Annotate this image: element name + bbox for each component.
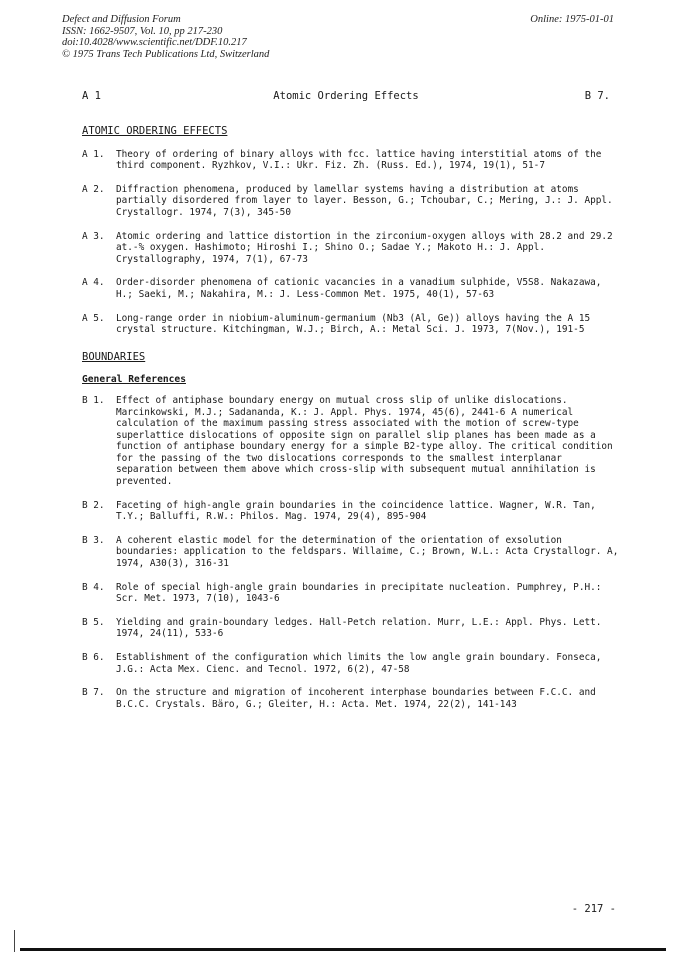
reference-text: A coherent elastic model for the determination of the orientation of exsolution boundaries: application to the feldspars. Willaime, C.; Brown, W.L.: Acta Crystallogr. A, 1974, A30(3), 316-31 <box>116 534 619 570</box>
reference-item <box>82 617 622 640</box>
reference-text: Yielding and grain-boundary ledges. Hall-Petch relation. Murr, L.E.: Appl. Phys. Lett. 1974, 24(11), 533-6 <box>116 616 602 640</box>
reference-item <box>82 687 622 710</box>
scan-margin-mark <box>14 930 15 952</box>
reference-item <box>82 277 622 300</box>
section-title-boundaries: BOUNDARIES <box>82 350 146 363</box>
reference-number: B 3. <box>82 534 105 546</box>
reference-number: B 7. <box>82 687 105 699</box>
journal-name: Defect and Diffusion Forum <box>62 14 181 25</box>
reference-item <box>82 652 622 675</box>
reference-item <box>82 149 622 172</box>
header-center: Atomic Ordering Effects <box>273 90 419 102</box>
running-header <box>82 90 610 104</box>
reference-text: Role of special high-angle grain boundaries in precipitate nucleation. Pumphrey, P.H.: Scr. Met. 1973, 7(10), 1043-6 <box>116 581 602 605</box>
reference-item <box>82 231 622 266</box>
reference-text: Diffraction phenomena, produced by lamellar systems having a distribution at atoms partially disordered from layer to layer. Besson, G.; Tchoubar, C.; Mering, J.: J. Appl. Crystallogr. 1974, 7(3), 345-50 <box>116 183 613 218</box>
reference-number: B 2. <box>82 499 105 511</box>
reference-text: Theory of ordering of binary alloys with fcc. lattice having interstitial atoms of the third component. Ryzhkov, V.I.: Ukr. Fiz. Zh. (Russ. Ed.), 1974, 19(1), 51-7 <box>116 148 602 172</box>
reference-number: B 5. <box>82 616 105 628</box>
reference-text: Atomic ordering and lattice distortion in the zirconium-oxygen alloys with 28.2 and 29.2 at.-% oxygen. Hashimoto; Hiroshi I.; Shino O.; Sadae Y.; Makoto H.: J. Appl. Crystallography, 1974, 7(1), 67-73 <box>116 230 613 265</box>
reference-item <box>82 395 622 488</box>
reference-item <box>82 582 622 605</box>
reference-number: B 4. <box>82 581 105 593</box>
reference-text: Order-disorder phenomena of cationic vacancies in a vanadium sulphide, V5S8. Nakazawa, H.; Saeki, M.; Nakahira, M.: J. Less-Common Met. 1975, 40(1), 57-63 <box>116 277 602 300</box>
publication-metadata <box>62 14 269 60</box>
reference-number: B 1. <box>82 394 105 406</box>
reference-number: A 5. <box>82 312 105 324</box>
reference-number: A 1. <box>82 148 105 160</box>
page-body <box>82 126 622 722</box>
reference-text: Establishment of the configuration which limits the low angle grain boundary. Fonseca, J.G.: Acta Mex. Cienc. and Tecnol. 1972, 6(2), 47-58 <box>116 652 602 675</box>
bottom-rule <box>20 948 666 951</box>
section-title-atomic-ordering: ATOMIC ORDERING EFFECTS <box>82 125 228 137</box>
reference-item <box>82 184 622 219</box>
header-right: B 7. <box>584 90 610 102</box>
subsection-title-general-references: General References <box>82 374 186 386</box>
reference-text: On the structure and migration of incoherent interphase boundaries between F.C.C. and B.C.C. Crystals. Bäro, G.; Gleiter, H.: Acta. Met. 1974, 22(2), 141-143 <box>116 687 596 710</box>
doi-line: doi:10.4028/www.scientific.net/DDF.10.217 <box>62 37 247 48</box>
page-number: - 217 - <box>571 903 616 915</box>
reference-text: Long-range order in niobium-aluminum-germanium (Nb3 (Al, Ge)) alloys having the A 15 crystal structure. Kitchingman, W.J.; Birch, A.: Metal Sci. J. 1973, 7(Nov.), 191-5 <box>116 312 591 336</box>
copyright-line: © 1975 Trans Tech Publications Ltd, Switzerland <box>62 48 270 60</box>
issn-line: ISSN: 1662-9507, Vol. 10, pp 217-230 <box>62 25 223 37</box>
reference-text: Faceting of high-angle grain boundaries in the coincidence lattice. Wagner, W.R. Tan, T.Y.; Balluffi, R.W.: Philos. Mag. 1974, 29(4), 895-904 <box>116 499 596 523</box>
header-left: A 1 <box>82 90 101 102</box>
reference-item <box>82 500 622 523</box>
reference-item <box>82 535 622 570</box>
reference-number: A 3. <box>82 230 105 242</box>
reference-number: B 6. <box>82 652 105 663</box>
reference-number: A 2. <box>82 183 105 195</box>
reference-number: A 4. <box>82 277 105 289</box>
online-date: Online: 1975-01-01 <box>530 14 614 25</box>
reference-text: Effect of antiphase boundary energy on mutual cross slip of unlike dislocations. Marcinkowski, M.J.; Sadananda, K.: J. Appl. Phys. 1974, 45(6), 2441-6 A numerical calculation of the maximum passing stress associated with the motion of screw-type superlattice dislocations of opposite sign on parallel slip planes has been made as a function of antiphase boundary energy for a simple B2-type alloy. The critical condition for the passing of the two dislocations corresponds to the smallest interplanar separation between them above which cross-slip with subsequent mutual annihilation is prevented. <box>116 394 613 488</box>
reference-item <box>82 313 622 336</box>
